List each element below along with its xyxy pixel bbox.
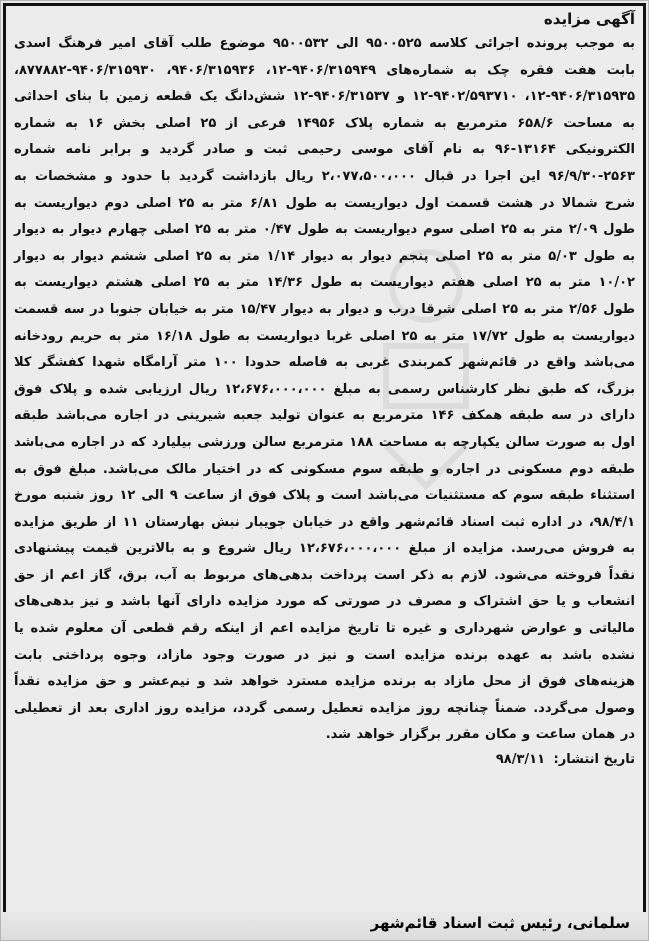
publish-date-value: ۹۸/۳/۱۱ (495, 752, 545, 768)
auction-notice-box (3, 3, 646, 917)
notice-signature: سلمانی، رئیس ثبت اسناد قائم‌شهر (370, 914, 630, 932)
notice-body: به موجب پرونده اجرائی کلاسه ۹۵۰۰۵۲۵ الی ۹۵۰۰۵۳۲ موضوع طلب آقای امیر فرهنگ اسدی بابت هفت فقره چک به شماره‌های ۹۴۰۶/۳۱۵۹۴۹-۱۲، ۹۴۰۶/۳۱۵۹۳۶، ۹۴۰۶/۳۱۵۹۳۰-۸۷۷۸۸۲، ۹۴۰۶/۳۱۵۹۳۵-۱۲، ۹۴۰۲/۵۹۳۷۱۰-۱۲ و ۹۴۰۶/۳۱۵۳۷-۱۲ شش‌دانگ یک قطعه زمین با بنای احداثی به مساحت ۶۵۸/۶ مترمربع به شماره پلاک ۱۴۹۵۶ فرعی از ۲۵ اصلی بخش ۱۶ به شماره الکترونیکی ۱۳۱۶۴-۹۶ به نام آقای موسی رحیمی ثبت و صادر گردید و برابر نامه شماره ۲۵۶۳-۹۶/۹/۳۰ این اجرا در قبال ۲،۰۷۷،۵۰۰،۰۰۰ ریال بازداشت گردید با حدود و مشخصات به شرح شمالا در هشت قسمت اول دیواریست به طول ۶/۸۱ متر به ۲۵ اصلی دوم دیواریست به طول ۲/۰۹ متر به ۲۵ اصلی سوم دیواریست به طول ۰/۴۷ متر به ۲۵ اصلی چهارم دیوار به دیوار به طول ۵/۰۳ متر به ۲۵ اصلی پنجم دیوار به دیوار ۱/۱۴ متر به ۲۵ اصلی ششم دیوار به دیوار ۱۰/۰۲ متر به ۲۵ اصلی هفتم دیواریست به طول ۱۴/۳۶ متر به ۲۵ اصلی هشتم دیواریست به طول ۲/۵۶ متر به ۲۵ اصلی شرقا درب و دیوار به دیوار ۱۵/۴۷ متر به خیابان جنوبا در سه قسمت دیواریست به طول ۱۷/۷۲ متر به ۲۵ اصلی غربا دیواریست به طول ۱۶/۱۸ متر به حریم رودخانه می‌باشد واقع در قائم‌شهر کمربندی غربی به فاصله حدودا ۱۰۰ متر آرامگاه شهدا کفشگر کلا بزرگ، که طبق نظر کارشناس رسمی به مبلغ ۱۲،۶۷۶،۰۰۰،۰۰۰ ریال ارزیابی شده و پلاک فوق دارای در سه طبقه همکف ۱۴۶ مترمربع به عنوان تولید جعبه شیرینی در اجاره می‌باشد طبقه اول به صورت سالن یکپارچه به مساحت ۱۸۸ مترمربع سالن ورزشی بیلیارد که در اجاره می‌باشد طبقه دوم مسکونی در اجاره و طبقه سوم مسکونی که در اختیار مالک می‌باشد. مبلغ فوق به استثناء طبقه سوم که مستثنیات می‌باشد است و پلاک فوق از ساعت ۹ الی ۱۲ روز شنبه مورخ ۹۸/۴/۱، در اداره ثبت اسناد قائم‌شهر واقع در خیابان جویبار نبش بهارستان ۱۱ از طریق مزایده به فروش می‌رسد. مزایده از مبلغ ۱۲،۶۷۶،۰۰۰،۰۰۰ ریال شروع و به بالاترین قیمت پیشنهادی نقداً فروخته می‌شود. لازم به ذکر است پرداخت بدهی‌های مربوط به آب، برق، گاز اعم از حق انشعاب و یا حق اشتراک و مصرف در صورتی که مورد مزایده دارای آنها باشد و نیز بدهی‌های مالیاتی و عوارض شهرداری و غیره تا تاریخ مزایده اعم از اینکه رقم قطعی آن معلوم شده یا نشده باشد به عهده برنده مزایده است و نیز در صورت وجود مازاد، وجوه پرداختی بابت هزینه‌های فوق از محل مازاد به برنده مزایده مسترد خواهد شد و نیم‌عشر و حق مزایده نقداً وصول می‌گردد. ضمناً چنانچه روز مزایده تعطیل رسمی گردد، مزایده روز اداری بعد از تعطیلی در همان ساعت و مکان مقرر برگزار خواهد شد. (14, 36, 636, 743)
publish-date-label: تاریخ انتشار: (553, 752, 635, 768)
publish-date (14, 749, 635, 771)
notice-title: آگهی مزایده (543, 10, 635, 28)
